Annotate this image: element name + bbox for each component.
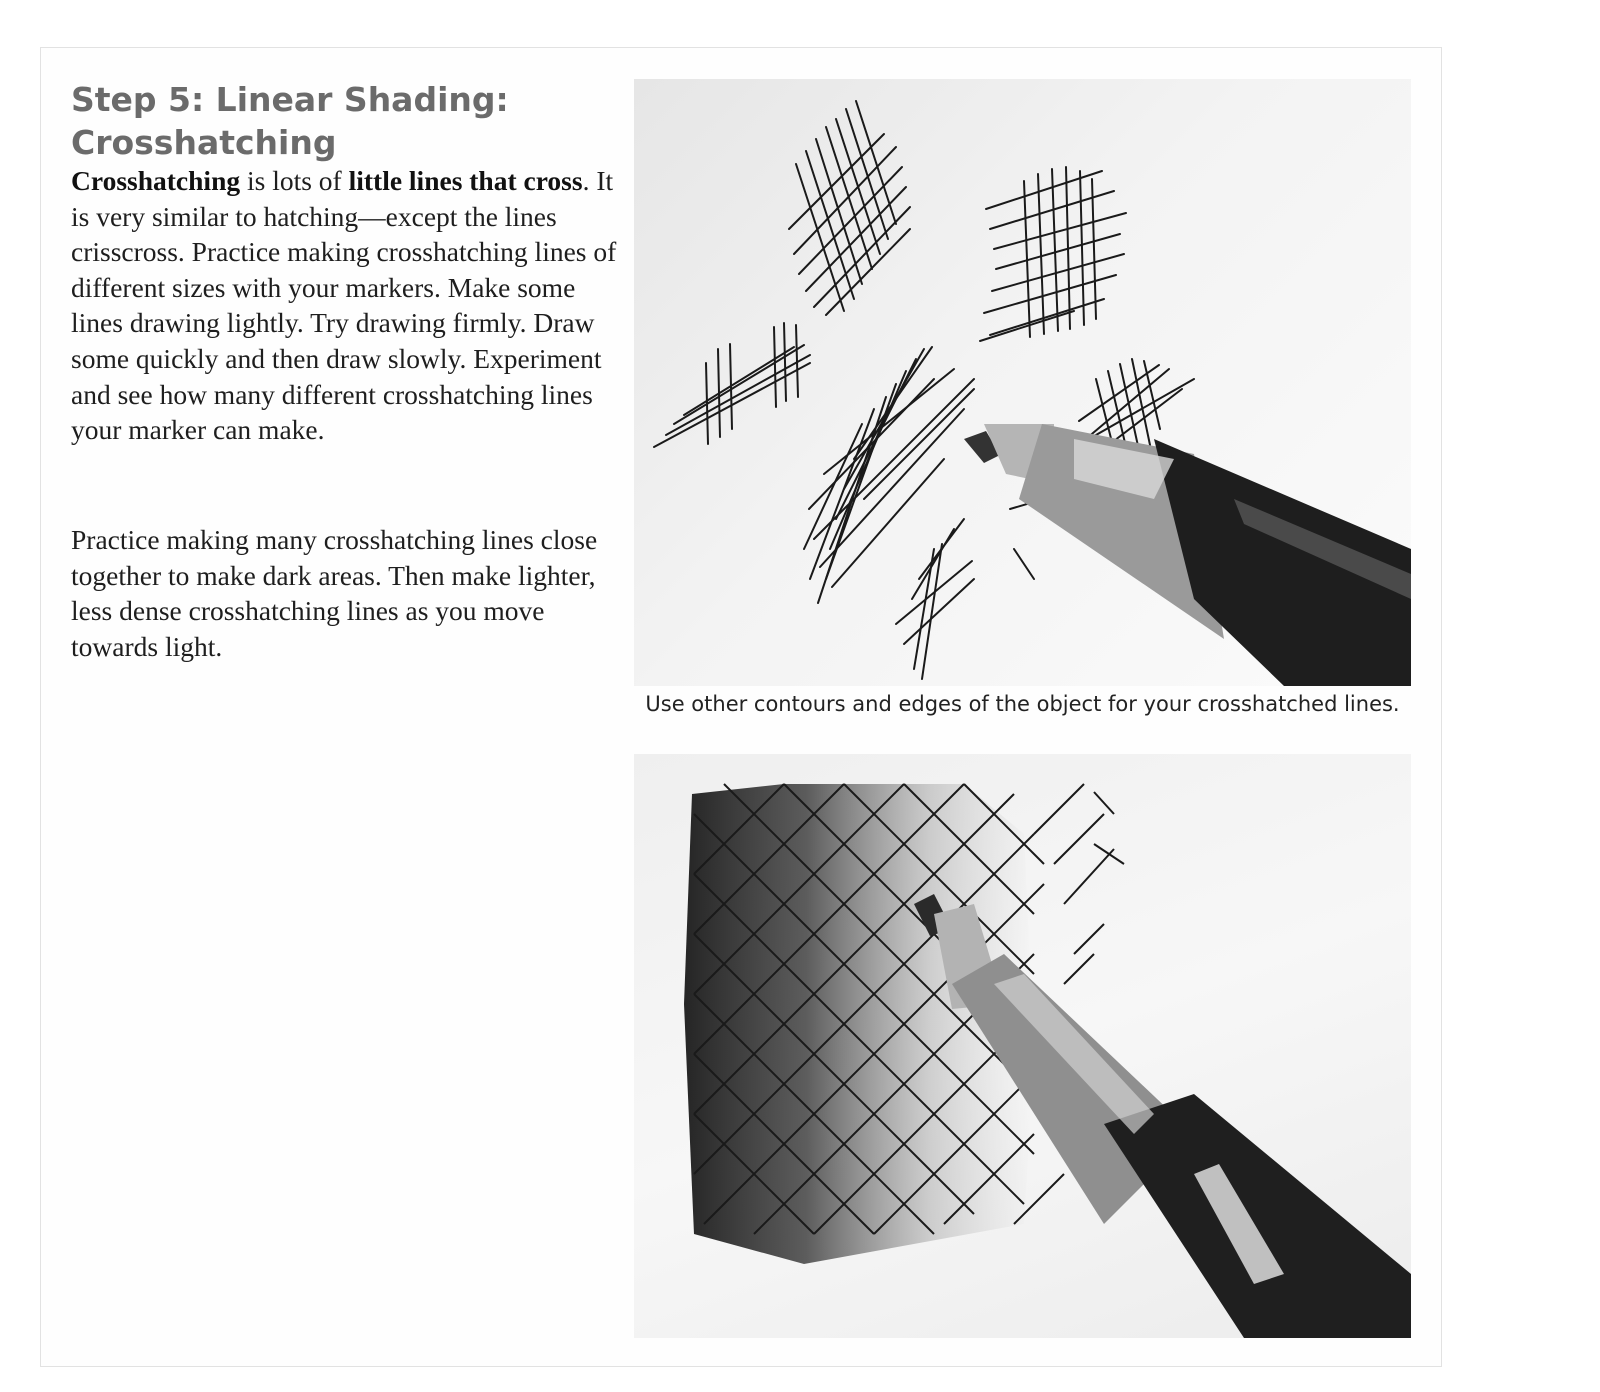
hatch-patch-b	[980, 167, 1126, 341]
dense-crosshatch-illustration	[634, 754, 1411, 1338]
intro-paragraph	[71, 163, 631, 448]
practice-paragraph: Practice making many crosshatching lines close together to make dark areas. Then make lighter, less dense crosshatching lines as you move towards light.	[71, 524, 598, 662]
heading-line-1: Step 5: Linear Shading:	[71, 80, 509, 119]
hatch-patch-c	[654, 323, 810, 447]
emphasis-little-lines: little lines that cross	[348, 165, 583, 196]
heading-line-2: Crosshatching	[71, 123, 337, 162]
step-heading	[71, 78, 631, 164]
dense-crosshatch-photo	[634, 754, 1411, 1338]
term-crosshatching: Crosshatching	[71, 165, 241, 196]
figure1-caption: Use other contours and edges of the object for your crosshatched lines.	[645, 692, 1400, 716]
intro-text-2: . It is very similar to hatching—except the lines crisscross. Practice making crosshatching lines of different sizes with your markers. Make some lines drawing lightly. Try drawing firmly. Draw some quickly and then draw slowly. Experiment and see how many different crosshatching lines your marker can make.	[71, 165, 617, 446]
crosshatch-practice-photo	[634, 79, 1411, 686]
hatch-patch-e	[896, 519, 974, 679]
hatch-patch-d	[804, 347, 974, 603]
marker-pen	[964, 424, 1411, 686]
intro-text-1: is lots of	[240, 165, 349, 196]
hatch-patch-a	[789, 101, 910, 315]
crosshatch-practice-illustration	[634, 79, 1411, 686]
